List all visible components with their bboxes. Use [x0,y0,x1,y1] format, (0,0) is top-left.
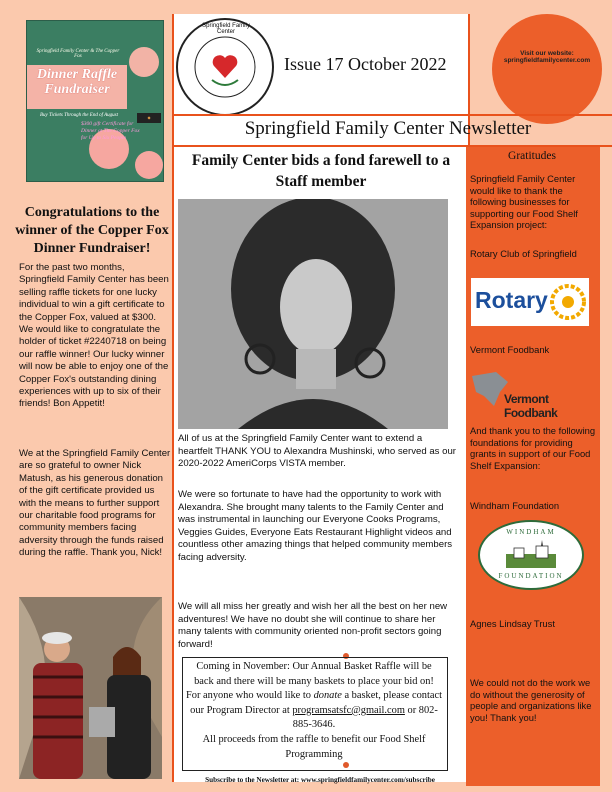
logo-text: Springfield Family Center [202,23,250,35]
raffle-paragraph-2: We at the Springfield Family Center are so grateful to owner Nick Matush, as his generous donation of the gift certificate provided us with the means to further support our charitable food programs for community members facing adversity through the funds raised during the raffle. Thank you, Nick! [19,448,171,559]
divider [172,145,612,147]
farewell-paragraph-2: We were so fortunate to have had the opportunity to work with Alexandra. She brought many talents to the Family Center and was instrumental in launching our Everyone Cooks Programs, Veggies Guides, Everyone Eats Restaurant Highlight videos and countless other amazing things that helped community members facing adversity. [178,489,453,563]
decorative-dot [343,762,349,768]
gratitudes-intro: Springfield Family Center would like to thank the following businesses for supporting our Food Shelf Expansion project: [470,173,578,231]
raffle-paragraph-1: For the past two months, Springfield Family Center has been selling raffle tickets for one lucky individual to win a gift certificate to the Copper Fox, valued at $300. We would like to congratulate the holder of ticket #2240718 on being our raffle winner! Our lucky winner will now be able to enjoy one of the Copper Fox's outstanding dining experiences with up to six of their friends! Bon Appetit! [19,262,169,410]
rotary-wheel-icon [549,282,587,322]
poster-title: Dinner Raffle Fundraiser [36,67,118,97]
windham-foundation-label: Windham Foundation [470,500,560,511]
gratitudes-title: Gratitudes [508,150,556,162]
visit-label: Visit our website: [520,50,574,57]
website-link[interactable]: springfieldfamilycenter.com [503,57,591,64]
foundations-intro: And thank you to the following foundations for providing grants in support of our Food Shelf Expansion: [470,425,596,471]
windham-foundation-logo [478,520,584,590]
windham-logo-top: WINDHAM [506,528,556,536]
subscribe-footer[interactable]: Subscribe to the Newsletter at: www.springfieldfamilycenter.com/subscribe [205,776,435,784]
divider [172,114,612,116]
email-link[interactable]: programsatsfc@gmail.com [292,704,405,716]
website-circle [492,14,602,124]
issue-label: Issue 17 October 2022 [284,54,447,74]
website-block[interactable] [494,50,600,64]
poster-decoration [129,47,159,77]
vermont-foodbank-logo-text: Vermont Foodbank [504,392,558,420]
winner-photo [19,597,162,779]
donate-text: donate [313,690,342,702]
farewell-paragraph-3: We will all miss her greatly and wish her all the best on her new adventures! We have no doubt she will continue to share her many talents with community oriented non-profit sectors going forward! [178,601,448,650]
farewell-headline: Family Center bids a fond farewell to a Staff member [191,152,451,190]
windham-logo-bottom: FOUNDATION [498,572,564,580]
poster-orgs: Springfield Family Center & The Copper Fox [36,49,120,59]
agnes-lindsay-label: Agnes Lindsay Trust [470,618,555,629]
raffle-winner-heading: Congratulations to the winner of the Copper Fox Dinner Fundraiser! [15,205,169,256]
poster-subtitle: Buy Tickets Through the End of August [39,113,119,118]
rotary-logo-text: Rotary [475,287,548,313]
poster-certificate: $300 gift Certificate for Dinner at The Copper Fox for Up to Six People [81,121,140,141]
gratitudes-closing: We could not do the work we do without the generosity of people and organizations like you! Thank you! [470,677,592,723]
basket-raffle-text: Coming in November: Our Annual Basket Raffle will be back and there will be many baskets to place your bid on! For anyone who would like to donate a basket, please contact our Program Director at programsatsfc@gmail.com or 802-885-3646. All proceeds from the raffle to benefit our Food Shelf Programming [186,661,442,760]
vermont-foodbank-logo [470,372,594,420]
rotary-logo [471,278,589,326]
village-icon [506,540,556,568]
staff-portrait [178,199,448,429]
rotary-club-label: Rotary Club of Springfield [470,248,577,259]
farewell-paragraph-1: All of us at the Springfield Family Center want to extend a heartfelt THANK YOU to Alexandra Mushinski, who served as our 2020-2022 AmeriCorps VISTA member. [178,433,456,470]
copper-fox-logo: ◆ [137,113,161,123]
raffle-poster-image [26,20,164,182]
vermont-foodbank-label: Vermont Foodbank [470,344,550,355]
newsletter-title: Springfield Family Center Newsletter [244,118,532,139]
poster-decoration [135,151,163,179]
